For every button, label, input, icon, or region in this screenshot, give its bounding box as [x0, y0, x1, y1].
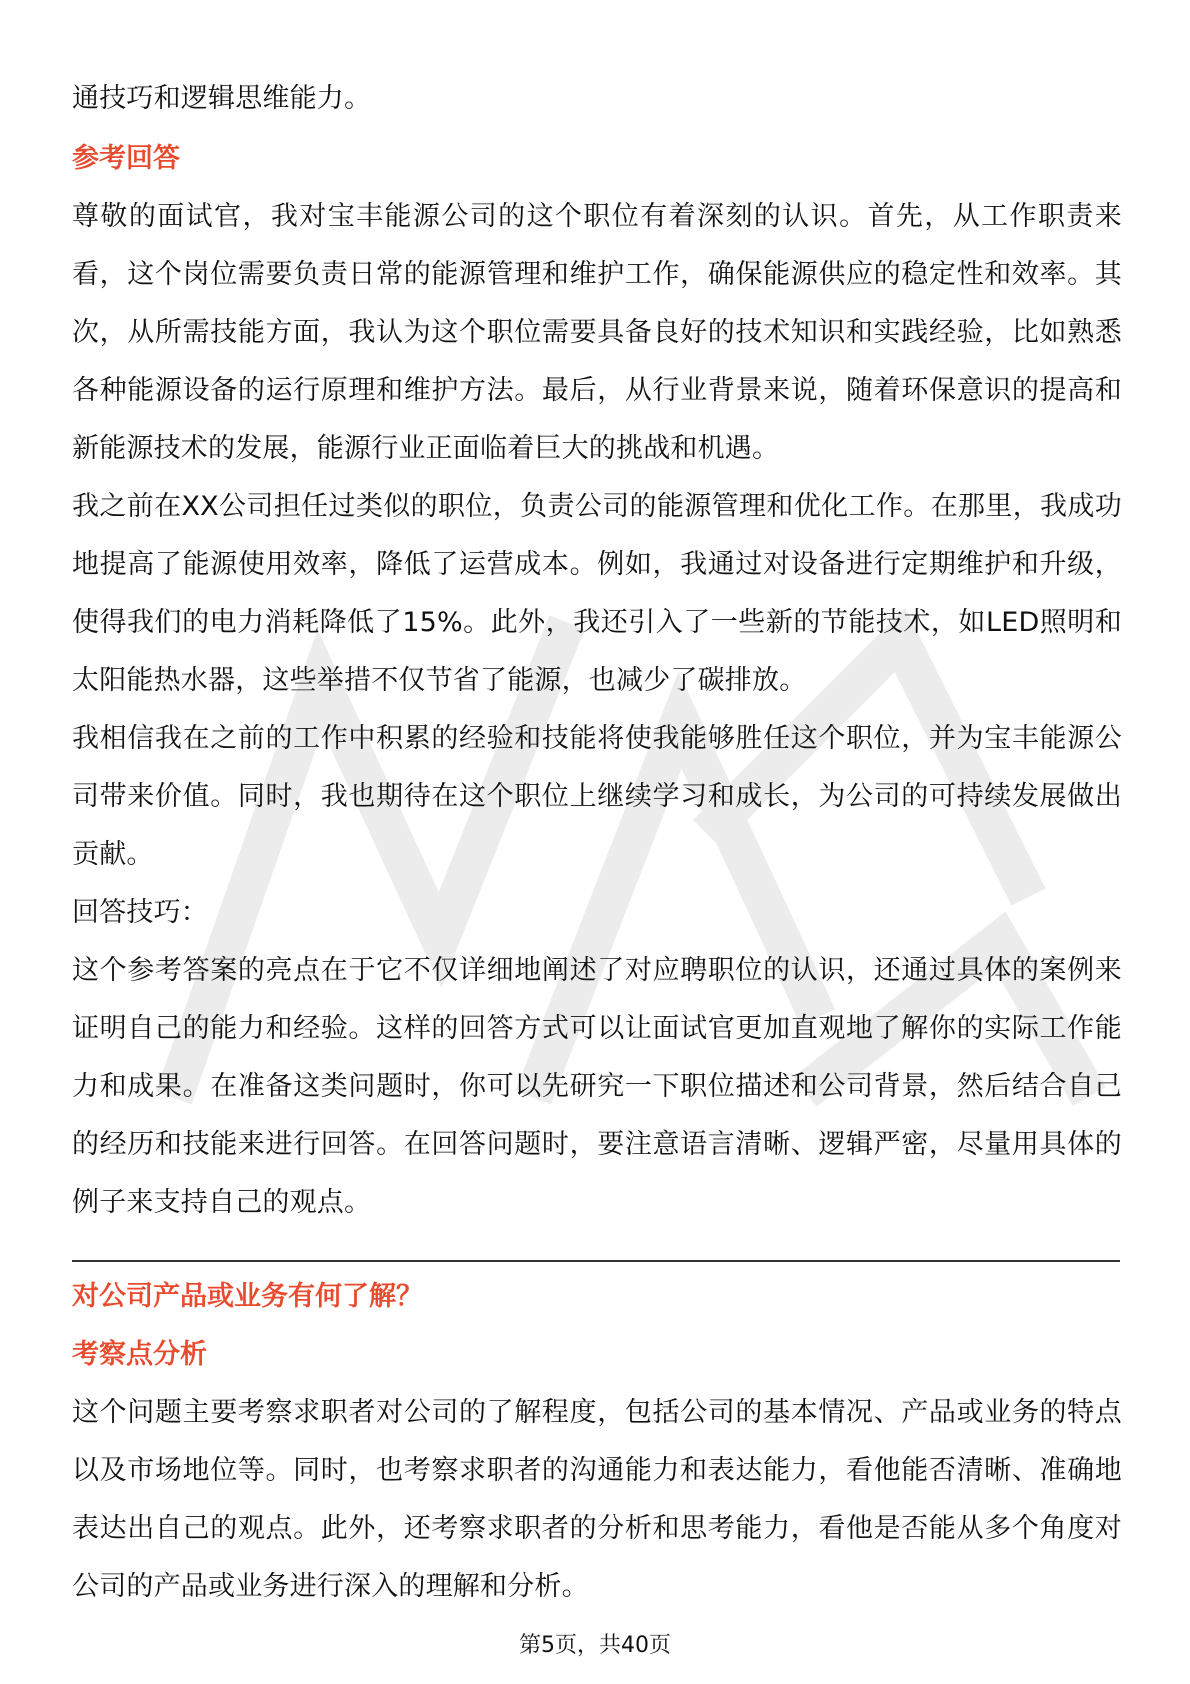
- answer-paragraph-3: 我相信我在之前的工作中积累的经验和技能将使我能够胜任这个职位，并为宝丰能源公司带来价值。同时，我也期待在这个职位上继续学习和成长，为公司的可持续发展做出贡献。: [72, 723, 1122, 870]
- page-footer: 第5页，共40页: [519, 1633, 671, 1658]
- section-divider: [72, 1260, 1120, 1262]
- paragraph-tail: 通技巧和逻辑思维能力。: [72, 83, 372, 114]
- tips-label: 回答技巧：: [72, 897, 208, 928]
- answer-paragraph-2: 我之前在XX公司担任过类似的职位，负责公司的能源管理和优化工作。在那里，我成功地提高了能源使用效率，降低了运营成本。例如，我通过对设备进行定期维护和升级，使得我们的电力消耗降低了15%。此外，我还引入了一些新的节能技术，如LED照明和太阳能热水器，这些举措不仅节省了能源，也减少了碳排放。: [72, 491, 1122, 696]
- answer-paragraph-1: 尊敬的面试官，我对宝丰能源公司的这个职位有着深刻的认识。首先，从工作职责来看，这个岗位需要负责日常的能源管理和维护工作，确保能源供应的稳定性和效率。其次，从所需技能方面，我认为这个职位需要具备良好的技术知识和实践经验，比如熟悉各种能源设备的运行原理和维护方法。最后，从行业背景来说，随着环保意识的提高和新能源技术的发展，能源行业正面临着巨大的挑战和机遇。: [72, 201, 1122, 464]
- analysis-paragraph: 这个问题主要考察求职者对公司的了解程度，包括公司的基本情况、产品或业务的特点以及市场地位等。同时，也考察求职者的沟通能力和表达能力，看他能否清晰、准确地表达出自己的观点。此外，还考察求职者的分析和思考能力，看他是否能从多个角度对公司的产品或业务进行深入的理解和分析。: [72, 1397, 1122, 1602]
- analysis-heading: 考察点分析: [72, 1339, 207, 1370]
- tips-paragraph: 这个参考答案的亮点在于它不仅详细地阐述了对应聘职位的认识，还通过具体的案例来证明自己的能力和经验。这样的回答方式可以让面试官更加直观地了解你的实际工作能力和成果。在准备这类问题时，你可以先研究一下职位描述和公司背景，然后结合自己的经历和技能来进行回答。在回答问题时，要注意语言清晰、逻辑严密，尽量用具体的例子来支持自己的观点。: [72, 955, 1122, 1218]
- page-content: [72, 70, 1122, 1616]
- question-heading: 对公司产品或业务有何了解？: [72, 1281, 423, 1312]
- reference-answer-heading: 参考回答: [72, 143, 180, 174]
